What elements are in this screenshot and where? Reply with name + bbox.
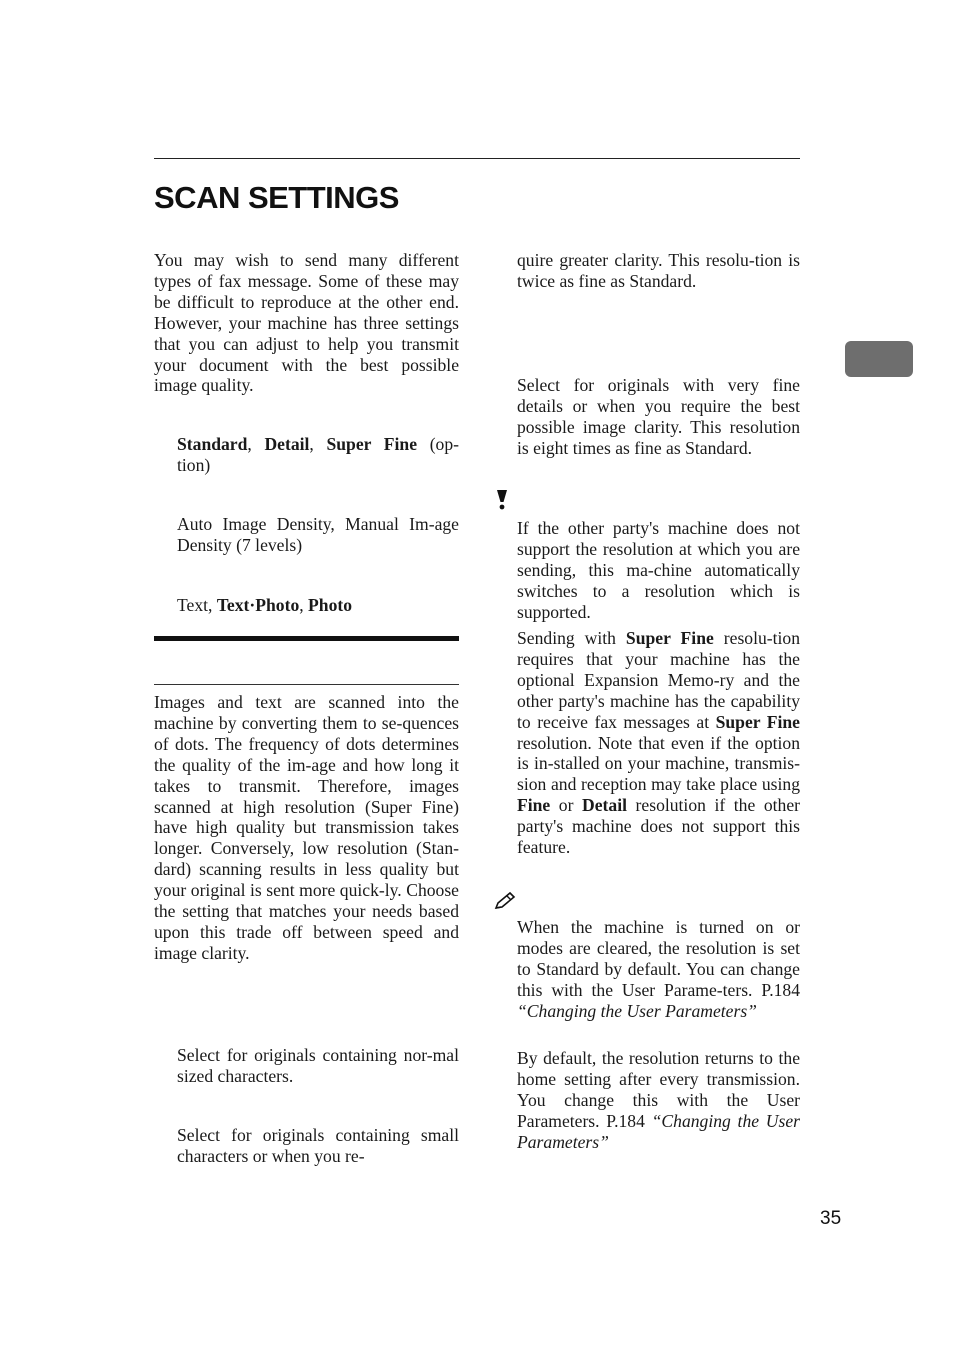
density-options: Auto Image Density, Manual Im-age Density (7 levels): [177, 514, 459, 555]
em-fine: Fine: [517, 795, 551, 816]
opt-detail: Detail: [264, 434, 310, 454]
em-detail: Detail: [582, 795, 627, 816]
superfine-description: Select for originals with very fine details or when you require the best possible image clarity. This resolution is eight times as fine as Standard.: [517, 375, 800, 458]
important-text-2: [517, 628, 800, 858]
chapter-tab: [845, 341, 913, 377]
text: resolution. Note that even if the option is in-stalled on your machine, transmis-sion and reception may take place using: [517, 732, 800, 795]
important-text-1: If the other party's machine does not support the resolution at which you are sending, this ma-chine automatically switches to a resolution which is supported.: [517, 518, 800, 622]
sep: ,: [309, 434, 327, 454]
opt-photo: Photo: [308, 595, 353, 615]
header-rule: [154, 158, 800, 159]
text: By default, the resolution returns to the home setting after every transmission. You change this with the User Parameters.: [517, 1048, 800, 1131]
important-icon: [494, 489, 510, 515]
em-super-fine: Super Fine: [715, 711, 800, 732]
text: resolution if the other party's machine does not support this feature.: [517, 795, 801, 858]
detail-description: Select for originals containing small characters or when you re-: [177, 1125, 459, 1166]
note-pencil-icon: [494, 891, 516, 915]
em-super-fine: Super Fine: [625, 628, 714, 648]
opt-standard: Standard: [177, 434, 248, 454]
opt-text-photo: Text·Photo: [216, 595, 300, 615]
sep: ,: [247, 434, 265, 454]
detail-description-cont: quire greater clarity. This resolu-tion is twice as fine as Standard.: [517, 250, 800, 291]
page-reference[interactable]: P.184: [761, 979, 800, 1000]
note-text-2: [517, 1048, 800, 1153]
sep: ,: [299, 595, 309, 615]
reference-title[interactable]: “Changing the User Parameters”: [517, 1110, 800, 1152]
text: When the machine is turned on or modes are cleared, the resolution is set to Standard by default. You can change this with the User Parame-ters.: [517, 917, 800, 1000]
page-number: 35: [820, 1208, 842, 1229]
resolution-paragraph: Images and text are scanned into the machine by converting them to se-quences of dots. The frequency of dots determines the quality of the im-age and how long it takes to transmit. Therefore, images scanned at high resolution (Super Fine) have high quality but transmission takes longer. Conversely, low resolution (Stan-dard) scanning results in less quality but your original is sent more quick-ly. Choose the setting that matches your needs based upon this trade off between speed and image clarity.: [154, 692, 459, 963]
opt-super-fine: Super Fine: [326, 434, 418, 454]
page-reference[interactable]: P.184: [606, 1110, 645, 1131]
page-title: SCAN SETTINGS: [154, 180, 399, 215]
intro-paragraph: You may wish to send many different types of fax message. Some of these may be difficult to reproduce at the other end. However, your machine has three settings that you can adjust to help you transmit your document with the best possible image quality.: [154, 250, 459, 396]
opt-suffix: (op-tion): [177, 434, 459, 475]
text: resolu-tion requires that your machine has the optional Expansion Memo-ry and the other party's machine has the capability to receive fax messages at: [517, 628, 801, 732]
resolution-options: [177, 434, 459, 476]
text: Sending with: [517, 628, 626, 648]
subsection-rule: [154, 684, 459, 685]
section-rule: [154, 636, 459, 641]
text: or: [550, 795, 583, 816]
standard-description: Select for originals containing nor-mal sized characters.: [177, 1045, 459, 1086]
note-text-1: [517, 917, 800, 1022]
reference-title[interactable]: “Changing the User Parameters”: [517, 1000, 757, 1021]
original-type-options: [177, 595, 459, 616]
opt-text: Text,: [177, 595, 217, 615]
